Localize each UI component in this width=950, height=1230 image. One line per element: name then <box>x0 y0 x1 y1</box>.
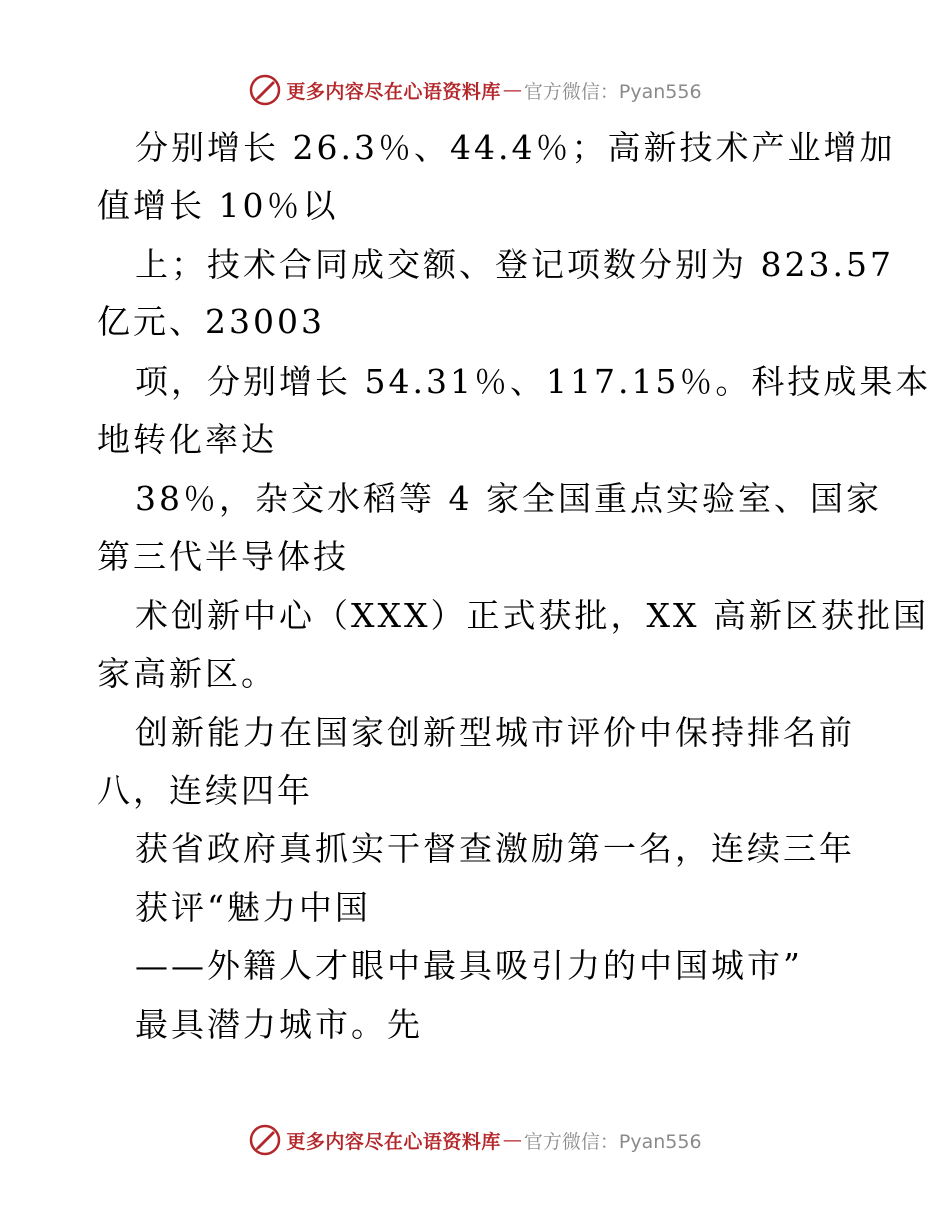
banner-dash: — <box>502 1129 522 1151</box>
body-line: 亿元、23003 <box>97 302 325 341</box>
quill-pen-logo-icon <box>248 73 282 107</box>
body-line: 上；技术合同成交额、登记项数分别为 823.57 <box>135 245 894 284</box>
footer-banner <box>0 1120 950 1160</box>
body-line: 获评“魅力中国 <box>135 888 371 927</box>
body-line: ——外籍人才眼中最具吸引力的中国城市” <box>135 946 803 985</box>
header-banner <box>0 70 950 110</box>
banner-wechat-text: 官方微信：Pyan556 <box>523 1130 702 1153</box>
quill-pen-logo-icon <box>248 1123 282 1157</box>
body-line: 创新能力在国家创新型城市评价中保持排名前 <box>135 713 855 752</box>
body-line: 八，连续四年 <box>97 771 313 810</box>
body-line: 最具潜力城市。先 <box>135 1005 423 1044</box>
body-line: 地转化率达 <box>97 420 277 459</box>
body-line: 第三代半导体技 <box>97 537 349 576</box>
body-line: 项，分别增长 54.31％、117.15％。科技成果本 <box>135 362 932 401</box>
body-line: 分别增长 26.3％、44.4％；高新技术产业增加 <box>135 128 896 167</box>
banner-site-text: 更多内容尽在心语资料库 <box>286 1130 501 1153</box>
banner-dash: — <box>502 79 522 101</box>
body-line: 38％，杂交水稻等 4 家全国重点实验室、国家 <box>135 479 882 518</box>
body-line: 获省政府真抓实干督查激励第一名，连续三年 <box>135 829 855 868</box>
banner-wechat-text: 官方微信：Pyan556 <box>523 80 702 103</box>
body-line: 家高新区。 <box>97 654 277 693</box>
banner-site-text: 更多内容尽在心语资料库 <box>286 80 501 103</box>
body-line: 值增长 10％以 <box>97 186 339 225</box>
body-line: 术创新中心（XXX）正式获批，XX 高新区获批国 <box>135 596 929 635</box>
